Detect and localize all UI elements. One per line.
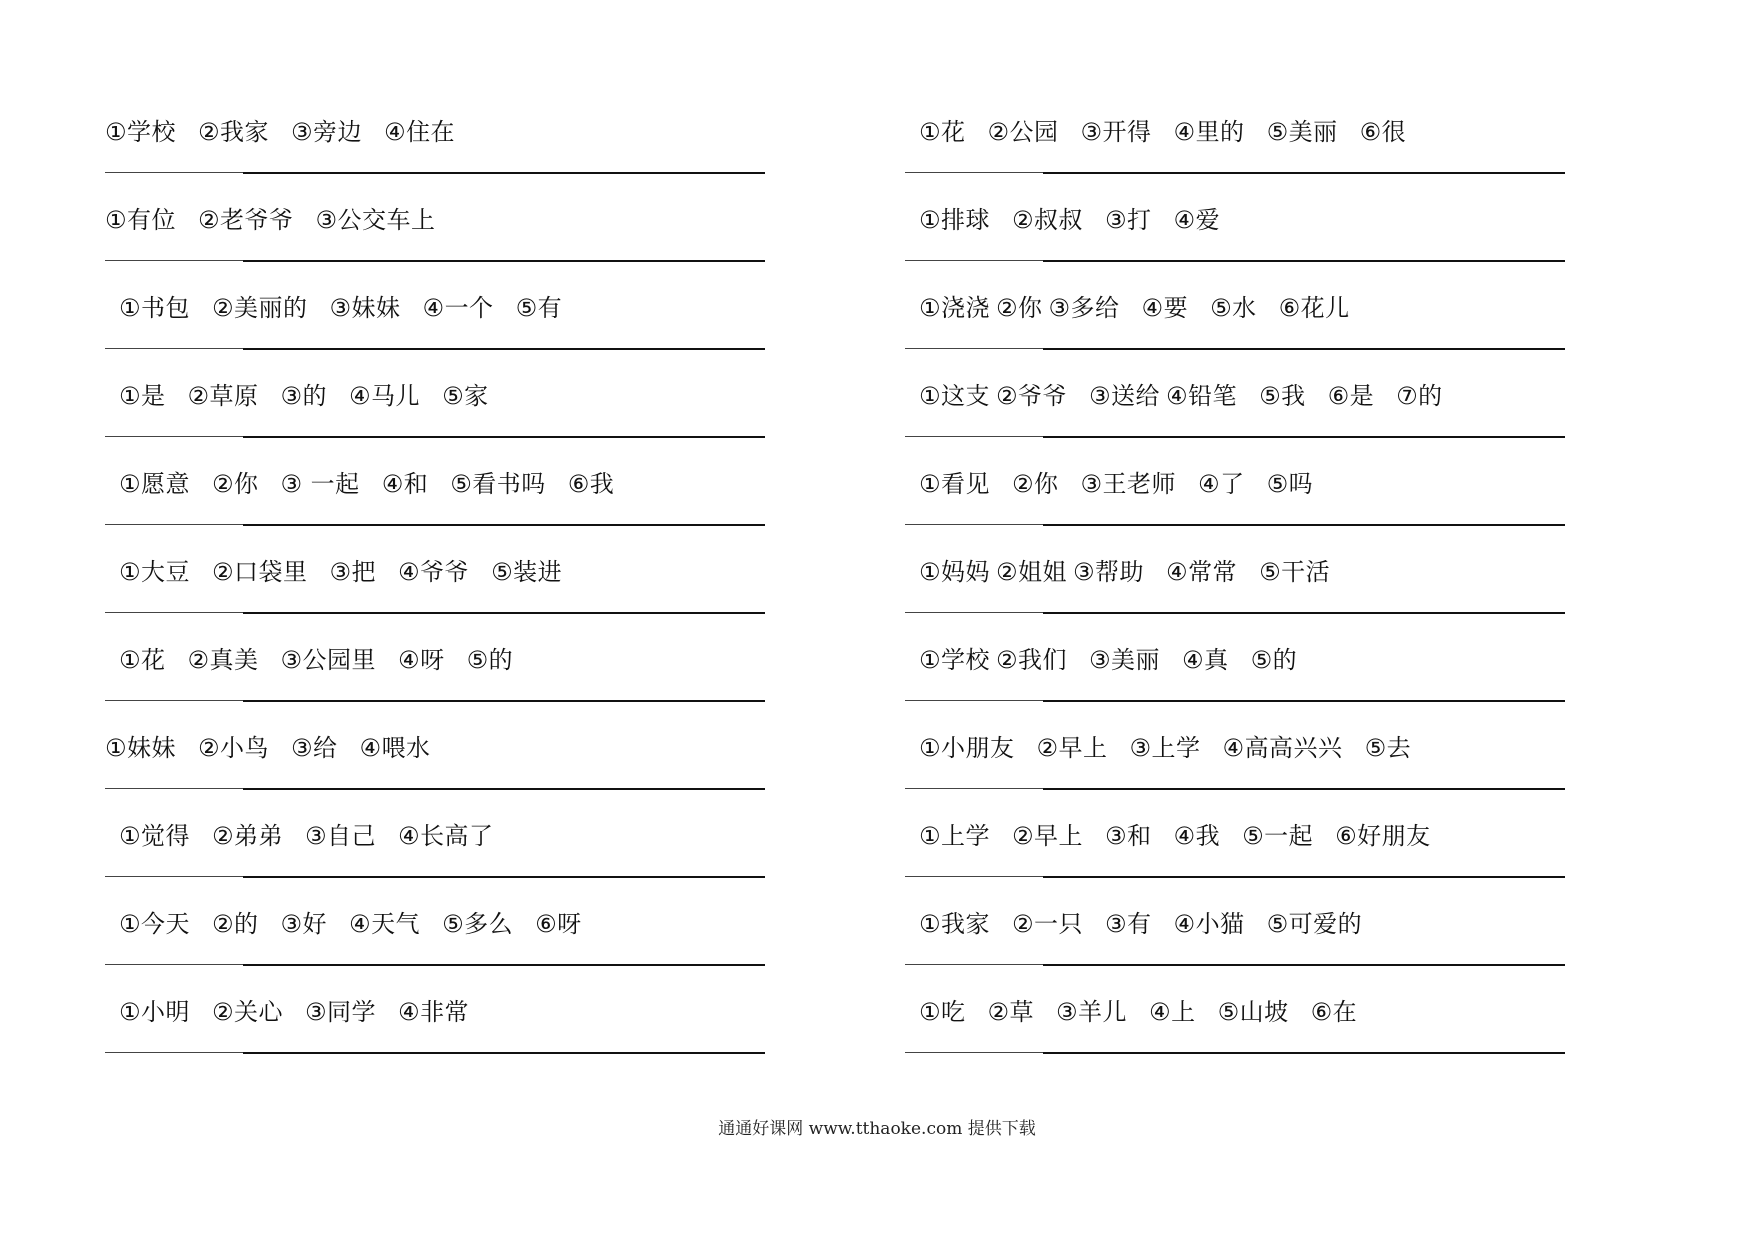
answer-line[interactable] bbox=[105, 172, 765, 174]
answer-line[interactable] bbox=[905, 700, 1565, 702]
exercise-item bbox=[905, 821, 1565, 909]
word-token: ②公园 bbox=[987, 118, 1059, 146]
word-token: ③羊儿 bbox=[1056, 998, 1128, 1026]
word-token: ⑥在 bbox=[1310, 998, 1358, 1026]
exercise-item bbox=[905, 997, 1565, 1085]
word-token: ②早上 bbox=[1036, 734, 1108, 762]
word-token: ⑥很 bbox=[1359, 118, 1407, 146]
answer-line[interactable] bbox=[105, 348, 765, 350]
answer-line[interactable] bbox=[105, 1052, 765, 1054]
word-token: ②你 bbox=[996, 294, 1043, 322]
page-footer: 通通好课网 www.tthaoke.com 提供下载 bbox=[718, 1119, 1036, 1139]
word-token: ③打 bbox=[1105, 206, 1152, 234]
word-prompt bbox=[919, 909, 1384, 939]
exercise-item bbox=[905, 117, 1565, 205]
word-prompt bbox=[919, 733, 1433, 763]
word-token: ②草原 bbox=[187, 382, 259, 410]
word-token: ②小鸟 bbox=[198, 734, 270, 762]
word-token: ③有 bbox=[1105, 910, 1152, 938]
word-token: ③公交车上 bbox=[315, 206, 436, 234]
word-token: ③的 bbox=[280, 382, 328, 410]
word-token: ④爱 bbox=[1173, 206, 1221, 234]
word-token: ②爷爷 bbox=[996, 382, 1068, 410]
word-token: ③妹妹 bbox=[329, 294, 401, 322]
word-prompt bbox=[919, 293, 1372, 323]
answer-line[interactable] bbox=[905, 1052, 1565, 1054]
answer-line[interactable] bbox=[905, 348, 1565, 350]
word-token: ③公园里 bbox=[280, 646, 377, 674]
word-token: ④常常 bbox=[1166, 558, 1238, 586]
word-token: ④里的 bbox=[1173, 118, 1245, 146]
word-token: ②关心 bbox=[212, 998, 284, 1026]
answer-line[interactable] bbox=[105, 876, 765, 878]
word-token: ⑥花儿 bbox=[1278, 294, 1350, 322]
word-prompt bbox=[119, 557, 584, 587]
word-token: ③美丽 bbox=[1089, 646, 1161, 674]
exercise-item bbox=[905, 293, 1565, 381]
word-token: ⑤吗 bbox=[1266, 470, 1314, 498]
word-prompt bbox=[919, 381, 1465, 411]
word-token: ④住在 bbox=[384, 118, 456, 146]
exercise-item bbox=[105, 293, 765, 381]
word-prompt bbox=[919, 469, 1335, 499]
answer-line[interactable] bbox=[905, 436, 1565, 438]
word-token: ②叔叔 bbox=[1012, 206, 1084, 234]
word-token: ②草 bbox=[987, 998, 1035, 1026]
exercise-item bbox=[105, 117, 765, 205]
word-token: ③给 bbox=[291, 734, 338, 762]
word-token: ④马儿 bbox=[349, 382, 421, 410]
word-token: ⑥是 bbox=[1327, 382, 1375, 410]
word-token: ③把 bbox=[329, 558, 377, 586]
word-token: ②早上 bbox=[1012, 822, 1084, 850]
word-prompt bbox=[119, 381, 511, 411]
word-token: ③帮助 bbox=[1073, 558, 1145, 586]
word-token: ③旁边 bbox=[291, 118, 363, 146]
word-token: ④一个 bbox=[422, 294, 494, 322]
word-token: ⑤有 bbox=[515, 294, 563, 322]
word-token: ③同学 bbox=[305, 998, 377, 1026]
word-token: ①今天 bbox=[119, 910, 191, 938]
word-token: ⑤美丽 bbox=[1266, 118, 1338, 146]
word-token: ②真美 bbox=[187, 646, 259, 674]
word-token: ①浇浇 bbox=[919, 294, 991, 322]
word-token: ①看见 bbox=[919, 470, 991, 498]
word-token: ④喂水 bbox=[359, 734, 431, 762]
word-token: ①有位 bbox=[105, 206, 177, 234]
exercise-item bbox=[105, 381, 765, 469]
word-token: ④要 bbox=[1141, 294, 1189, 322]
word-token: ⑤去 bbox=[1364, 734, 1412, 762]
exercise-item bbox=[105, 645, 765, 733]
word-token: ②的 bbox=[212, 910, 259, 938]
word-token: ⑤可爱的 bbox=[1266, 910, 1363, 938]
word-prompt bbox=[919, 645, 1319, 675]
word-prompt bbox=[105, 205, 458, 235]
word-token: ⑤的 bbox=[466, 646, 514, 674]
word-token: ⑤我 bbox=[1259, 382, 1306, 410]
word-prompt bbox=[119, 909, 604, 939]
word-prompt bbox=[919, 117, 1428, 147]
word-token: ③送给 bbox=[1089, 382, 1161, 410]
word-token: ①小明 bbox=[119, 998, 191, 1026]
word-token: ⑤一起 bbox=[1242, 822, 1314, 850]
word-token: ①妈妈 bbox=[919, 558, 991, 586]
exercise-item bbox=[105, 557, 765, 645]
word-prompt bbox=[919, 205, 1242, 235]
word-token: ①小朋友 bbox=[919, 734, 1015, 762]
word-token: ①学校 bbox=[105, 118, 177, 146]
word-token: ②我们 bbox=[996, 646, 1068, 674]
exercise-item bbox=[905, 733, 1565, 821]
word-token: ④长高了 bbox=[398, 822, 494, 850]
exercise-item bbox=[905, 645, 1565, 733]
word-token: ④高高兴兴 bbox=[1222, 734, 1343, 762]
answer-line[interactable] bbox=[105, 612, 765, 614]
word-prompt bbox=[105, 733, 453, 763]
answer-line[interactable] bbox=[905, 612, 1565, 614]
word-token: ①排球 bbox=[919, 206, 991, 234]
word-token: ③开得 bbox=[1080, 118, 1152, 146]
word-token: ②姐姐 bbox=[996, 558, 1068, 586]
word-token: ④呀 bbox=[398, 646, 445, 674]
word-token: ②老爷爷 bbox=[198, 206, 294, 234]
answer-line[interactable] bbox=[905, 172, 1565, 174]
word-token: ②你 bbox=[1012, 470, 1059, 498]
answer-line[interactable] bbox=[105, 524, 765, 526]
exercise-item bbox=[105, 821, 765, 909]
word-token: ④爷爷 bbox=[398, 558, 470, 586]
word-token: ③ 一起 bbox=[280, 470, 360, 498]
word-prompt bbox=[119, 997, 491, 1027]
word-token: ③和 bbox=[1105, 822, 1152, 850]
word-prompt bbox=[105, 117, 477, 147]
word-token: ③好 bbox=[280, 910, 328, 938]
word-token: ①书包 bbox=[119, 294, 191, 322]
word-token: ⑤多么 bbox=[442, 910, 514, 938]
word-token: ④和 bbox=[381, 470, 429, 498]
answer-line[interactable] bbox=[105, 964, 765, 966]
word-token: ⑥好朋友 bbox=[1335, 822, 1431, 850]
answer-line[interactable] bbox=[105, 436, 765, 438]
answer-line[interactable] bbox=[905, 964, 1565, 966]
exercise-item bbox=[105, 733, 765, 821]
word-prompt bbox=[119, 293, 584, 323]
word-token: ⑤看书吗 bbox=[450, 470, 546, 498]
word-token: ②你 bbox=[212, 470, 259, 498]
answer-line[interactable] bbox=[905, 876, 1565, 878]
word-token: ③上学 bbox=[1129, 734, 1201, 762]
word-token: ①学校 bbox=[919, 646, 991, 674]
word-token: ③自己 bbox=[305, 822, 377, 850]
word-prompt bbox=[119, 469, 636, 499]
word-token: ⑤装进 bbox=[491, 558, 563, 586]
word-prompt bbox=[919, 557, 1352, 587]
word-token: ①我家 bbox=[919, 910, 991, 938]
word-token: ②美丽的 bbox=[212, 294, 308, 322]
word-token: ④我 bbox=[1173, 822, 1221, 850]
word-token: ①花 bbox=[119, 646, 166, 674]
exercise-item bbox=[905, 909, 1565, 997]
exercise-item bbox=[905, 557, 1565, 645]
word-token: ④铅笔 bbox=[1166, 382, 1238, 410]
word-token: ④非常 bbox=[398, 998, 470, 1026]
word-token: ④上 bbox=[1149, 998, 1196, 1026]
word-token: ①吃 bbox=[919, 998, 966, 1026]
word-token: ⑤的 bbox=[1250, 646, 1298, 674]
answer-line[interactable] bbox=[105, 700, 765, 702]
word-token: ④真 bbox=[1182, 646, 1229, 674]
word-token: ②弟弟 bbox=[212, 822, 284, 850]
word-prompt bbox=[119, 645, 535, 675]
word-token: ⑥呀 bbox=[535, 910, 582, 938]
word-token: ①这支 bbox=[919, 382, 991, 410]
answer-line[interactable] bbox=[905, 524, 1565, 526]
word-token: ⑤家 bbox=[442, 382, 489, 410]
exercise-item bbox=[105, 205, 765, 293]
word-token: ①愿意 bbox=[119, 470, 191, 498]
word-token: ⑤水 bbox=[1210, 294, 1257, 322]
exercise-item bbox=[105, 909, 765, 997]
exercise-item bbox=[905, 469, 1565, 557]
word-token: ①是 bbox=[119, 382, 166, 410]
word-token: ①上学 bbox=[919, 822, 991, 850]
exercise-item bbox=[105, 469, 765, 557]
word-token: ②口袋里 bbox=[212, 558, 308, 586]
word-token: ③多给 bbox=[1048, 294, 1120, 322]
word-prompt bbox=[919, 997, 1379, 1027]
word-token: ①大豆 bbox=[119, 558, 191, 586]
word-token: ④天气 bbox=[349, 910, 421, 938]
exercise-item bbox=[105, 997, 765, 1085]
word-token: ②我家 bbox=[198, 118, 270, 146]
word-token: ⑥我 bbox=[567, 470, 615, 498]
word-token: ③王老师 bbox=[1080, 470, 1177, 498]
exercise-item bbox=[905, 381, 1565, 469]
exercise-item bbox=[905, 205, 1565, 293]
word-token: ⑦的 bbox=[1396, 382, 1443, 410]
word-prompt bbox=[919, 821, 1453, 851]
answer-line[interactable] bbox=[105, 788, 765, 790]
answer-line[interactable] bbox=[905, 260, 1565, 262]
word-token: ④小猫 bbox=[1173, 910, 1245, 938]
word-token: ①觉得 bbox=[119, 822, 191, 850]
word-prompt bbox=[119, 821, 516, 851]
word-token: ④了 bbox=[1198, 470, 1245, 498]
word-token: ②一只 bbox=[1012, 910, 1084, 938]
word-token: ⑤干活 bbox=[1259, 558, 1331, 586]
word-token: ①花 bbox=[919, 118, 966, 146]
answer-line[interactable] bbox=[905, 788, 1565, 790]
answer-line[interactable] bbox=[105, 260, 765, 262]
word-token: ①妹妹 bbox=[105, 734, 177, 762]
word-token: ⑤山坡 bbox=[1217, 998, 1289, 1026]
